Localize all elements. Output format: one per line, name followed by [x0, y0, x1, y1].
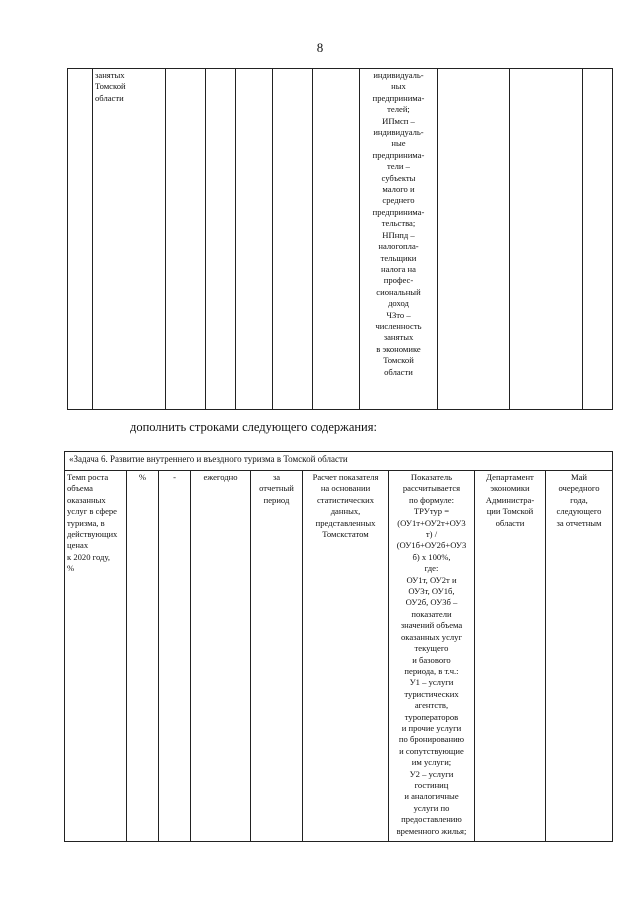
top-table-row: [68, 69, 613, 410]
top-cell-3: [206, 69, 236, 410]
cell-deadline: Май очередного года, следующего за отчетным: [546, 471, 613, 842]
cell-department: Департамент экономики Администра- ции Томской области: [475, 471, 546, 842]
instruction-text: дополнить строками следующего содержания:: [130, 420, 377, 434]
task-table: [64, 451, 613, 842]
page-number: 8: [316, 40, 324, 55]
cell-dash: -: [159, 471, 191, 842]
task-header: «Задача 6. Развитие внутреннего и въездного туризма в Томской области: [65, 452, 613, 471]
task-table-row: [65, 471, 613, 842]
top-cell-0: [68, 69, 93, 410]
top-cell-2: [166, 69, 206, 410]
top-cell-4: [236, 69, 273, 410]
top-table: [67, 68, 613, 410]
top-cell-formula: индивидуаль- ных предпринима- телей; ИПмсп – индивидуаль- ные предпринима- тели – субъекты малого и среднего предпринима- тельства; НПнпд – налогопла- тельщики налога на профес- сиональный доход ЧЗто – численность занятых в экономике Томской области: [360, 69, 438, 410]
cell-unit: %: [127, 471, 159, 842]
top-cell-10: [583, 69, 613, 410]
cell-indicator: Темп роста объема оказанных услуг в сфере туризма, в действующих ценах к 2020 году, %: [65, 471, 127, 842]
task-header-row: [65, 452, 613, 471]
top-cell-8: [438, 69, 510, 410]
cell-formula: Показатель рассчитывается по формуле: ТРУтур = (ОУ1т+ОУ2т+ОУ3 т) / (ОУ1б+ОУ2б+ОУ3 б) х 100%, где: ОУ1т, ОУ2т и ОУ3т, ОУ1б, ОУ2б, ОУ3б – показатели значений объема оказанных услуг текущего и базового периода, в т.ч.: У1 – услуги туристических агентств, туроператоров и прочие услуги по бронированию и сопутствующие им услуги; У2 – услуги гостиниц и аналогичные услуги по предоставлению временного жилья;: [389, 471, 475, 842]
top-cell-6: [313, 69, 360, 410]
cell-frequency: ежегодно: [191, 471, 251, 842]
cell-period: за отчетный период: [251, 471, 303, 842]
top-cell-indicator: занятых Томской области: [93, 69, 166, 410]
cell-calc-method: Расчет показателя на основании статистических данных, представленных Томскстатом: [303, 471, 389, 842]
top-cell-5: [273, 69, 313, 410]
top-cell-9: [510, 69, 583, 410]
